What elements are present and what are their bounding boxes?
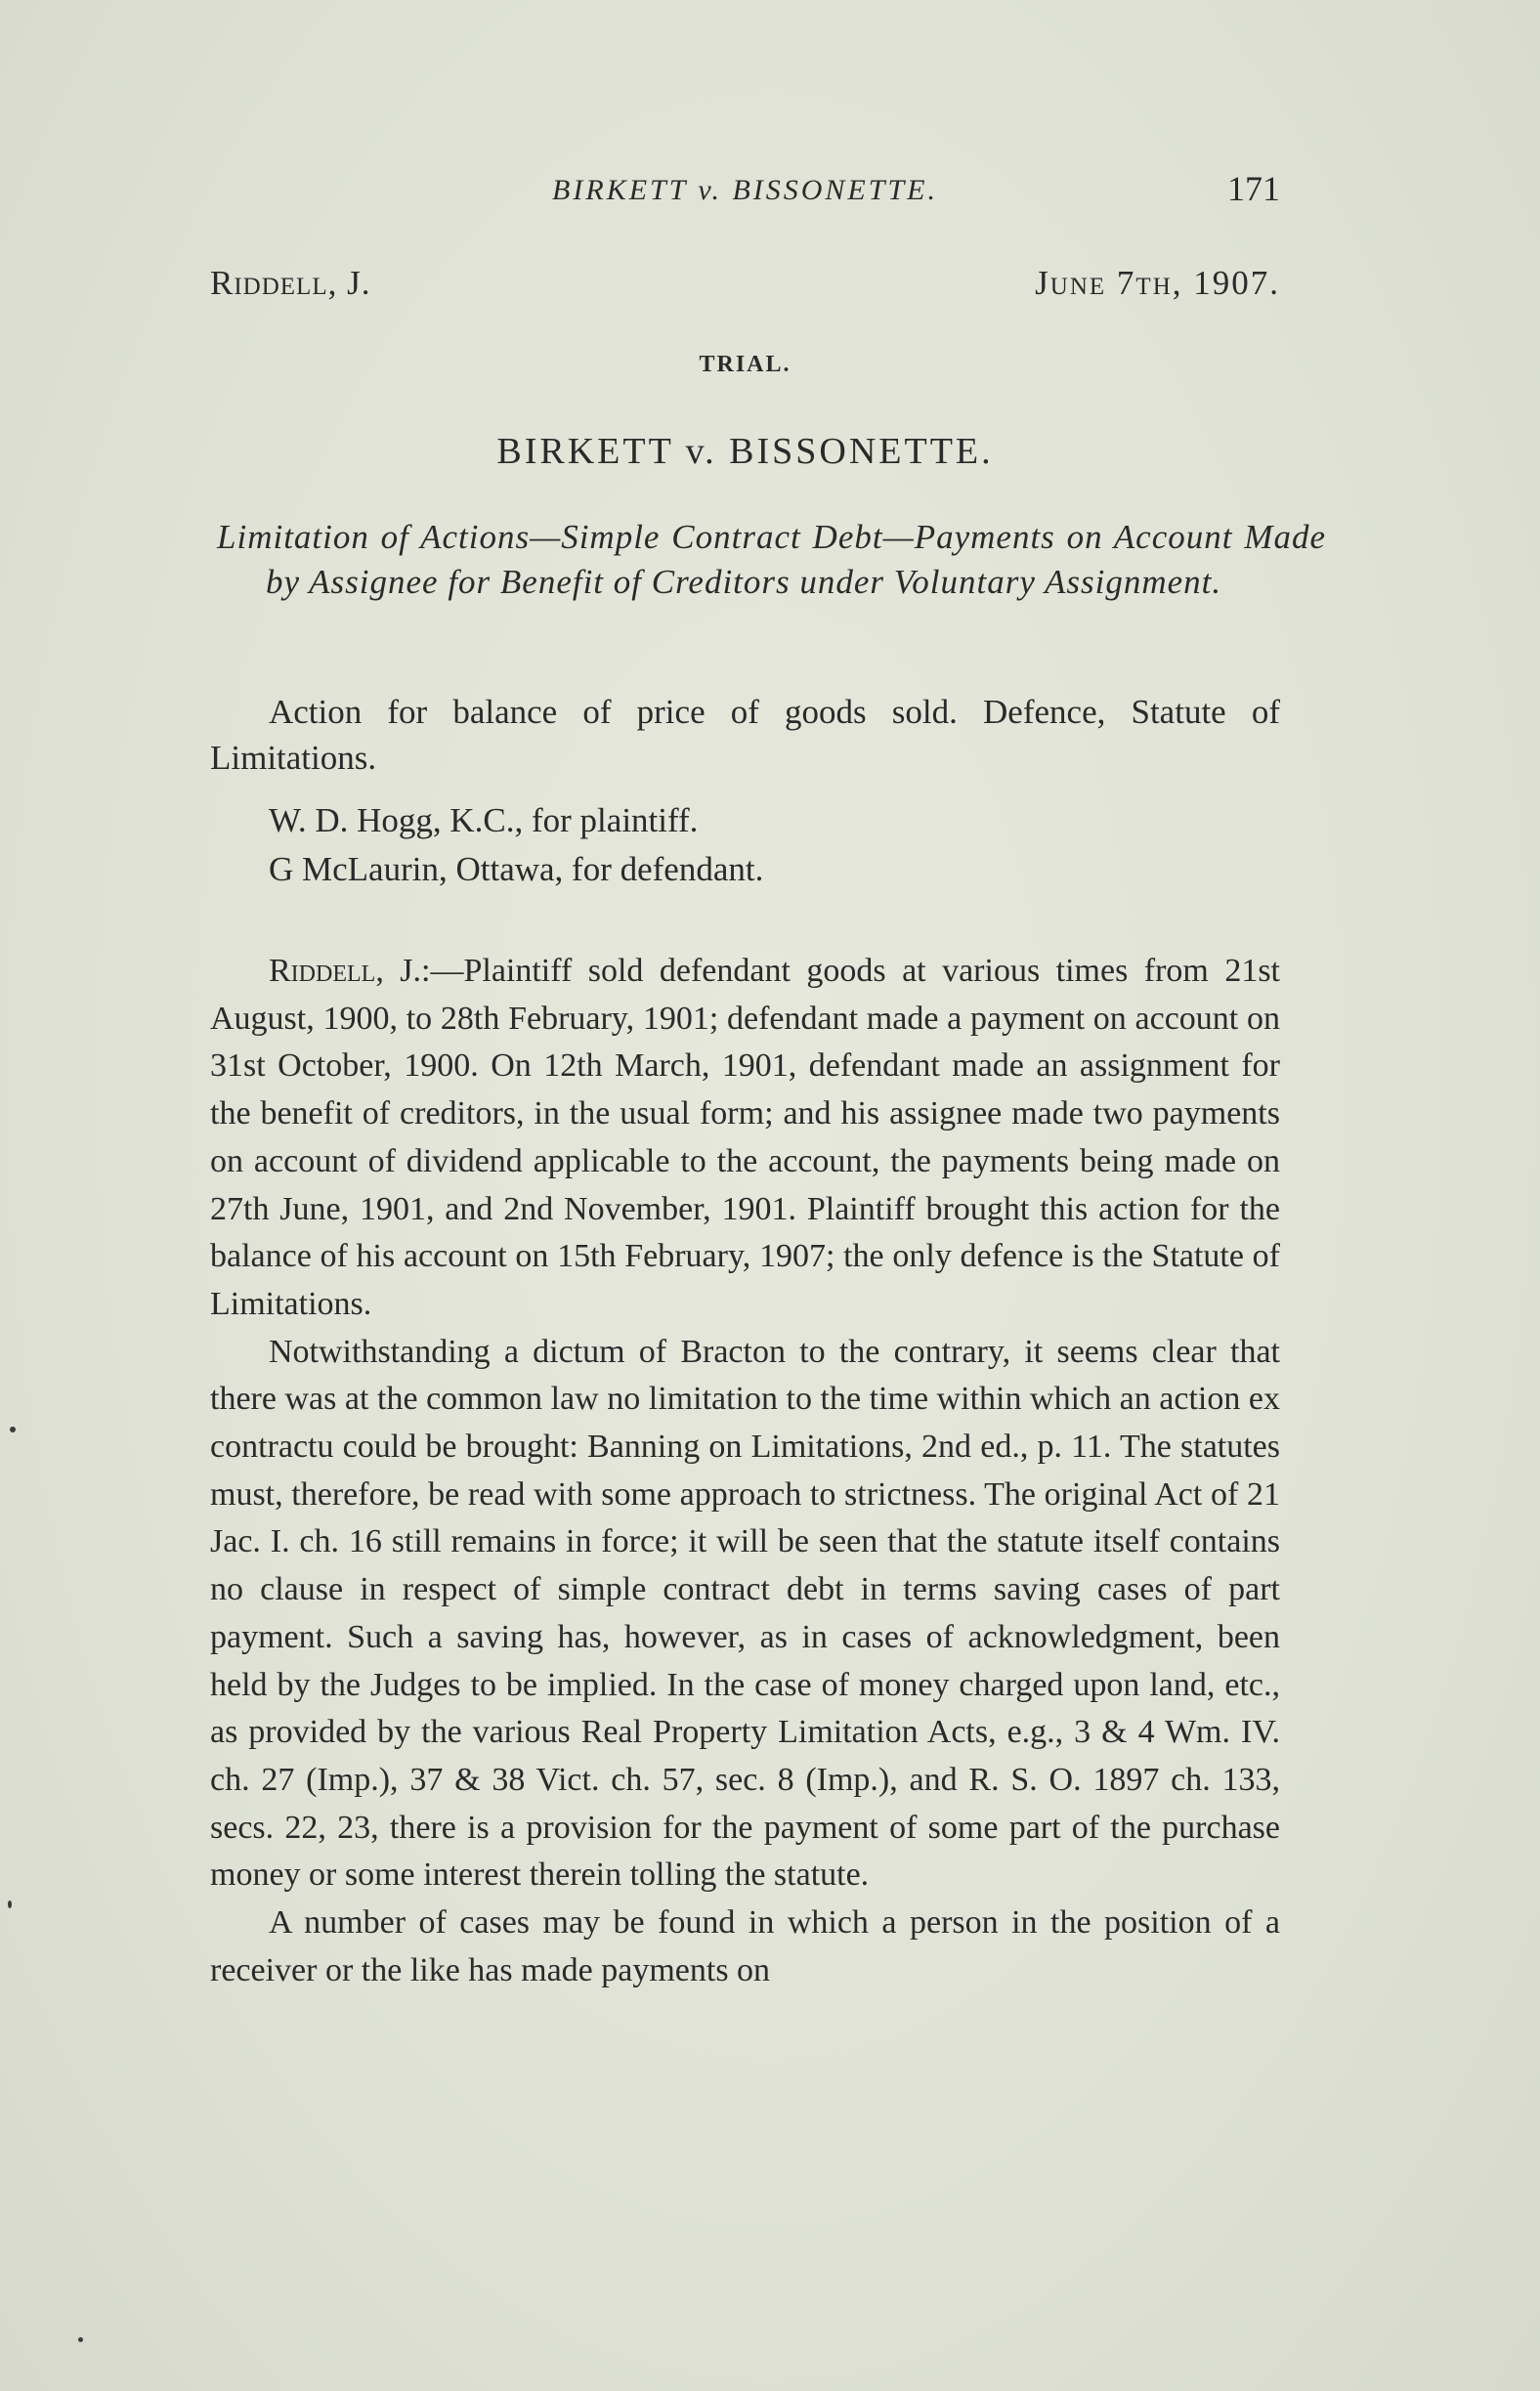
paragraph-1-text: :—Plaintiff sold defendant goods at various times from 21st August, 1900, to 28th February, 1901; defendant made a payment on account on 31st October, 1900. On 12th March, 1901, defendant made an assignment for the benefit of creditors, in the usual form; and his assignee made two payments on account of dividend applicable to the account, the payments being made on 27th June, 1901, and 2nd November, 1901. Plaintiff brought this action for the balance of his account on 15th February, 1907; the only defence is the Statute of Limitations. bbox=[210, 953, 1280, 1322]
headnote: Limitation of Actions—Simple Contract Debt—Payments on Account Made by Assignee for Benefit of Creditors under Voluntary Assignment. bbox=[217, 518, 1326, 601]
counsel-plaintiff: W. D. Hogg, K.C., for plaintiff. bbox=[269, 801, 699, 839]
judge-name-inline: Riddell, J. bbox=[269, 953, 422, 989]
judgment-paragraph-3: A number of cases may be found in which a person in the position of a receiver or the like has made payments on bbox=[210, 1904, 1280, 1988]
margin-mark bbox=[8, 1900, 12, 1908]
margin-mark bbox=[78, 2337, 83, 2342]
running-header bbox=[210, 169, 1280, 223]
case-summary: Action for balance of price of goods sold. Defence, Statute of Limitations. bbox=[210, 693, 1280, 777]
judgment-paragraph-2: Notwithstanding a dictum of Bracton to the contrary, it seems clear that there was at the common law no limitation to the time within which an action ex contractu could be brought: Banning on Limitations, 2nd ed., p. 11. The statutes must, therefore, be read with some approach to strictness. The original Act of 21 Jac. I. ch. 16 still remains in force; it will be seen that the statute itself contains no clause in respect of simple contract debt in terms saving cases of part payment. Such a saving has, however, as in cases of acknowledgment, been held by the Judges to be implied. In the case of money charged upon land, etc., as provided by the various Real Property Limitation Acts, e.g., 3 & 4 Wm. IV. ch. 27 (Imp.), 37 & 38 Vict. ch. 57, sec. 8 (Imp.), and R. S. O. 1897 ch. 133, secs. 22, 23, there is a provision for the payment of some part of the purchase money or some interest therein tolling the statute. bbox=[210, 1333, 1280, 1894]
judgment-text bbox=[210, 948, 1280, 1994]
byline bbox=[210, 264, 1280, 313]
judge-name: Riddell, J. bbox=[210, 264, 371, 302]
judgment-paragraph-1 bbox=[210, 948, 1280, 1329]
proceeding-type: TRIAL. bbox=[699, 352, 791, 377]
running-title: BIRKETT v. BISSONETTE. bbox=[552, 174, 938, 206]
counsel-defendant: G McLaurin, Ottawa, for defendant. bbox=[269, 850, 764, 888]
margin-mark bbox=[10, 1427, 16, 1432]
page-number: 171 bbox=[1227, 169, 1280, 208]
case-title: BIRKETT v. BISSONETTE. bbox=[496, 431, 994, 472]
decision-date: June 7th, 1907. bbox=[1035, 264, 1280, 302]
